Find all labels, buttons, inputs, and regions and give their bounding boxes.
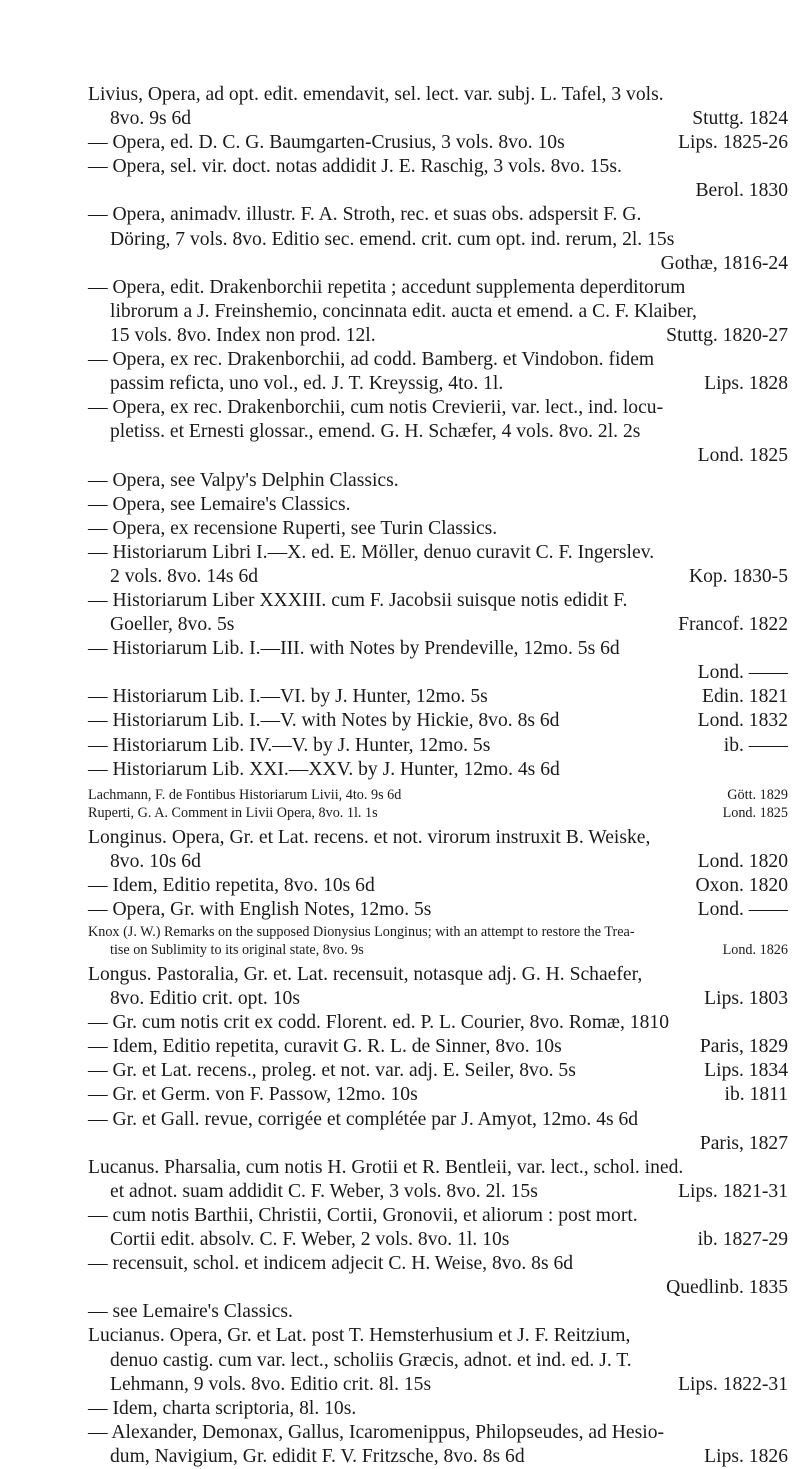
catalogue-line: dum, Navigium, Gr. edidit F. V. Fritzsche, 8vo. 8s 6d Lips. 1826 [110,1445,788,1467]
livius-commentaries [88,787,788,822]
catalogue-line: denuo castig. cum var. lect., scholiis Græcis, adnot. et ind. ed. J. T. [110,1349,632,1371]
catalogue-line: 8vo. 10s 6d Lond. 1820 [110,851,788,873]
catalogue-line: Döring, 7 vols. 8vo. Editio sec. emend. crit. cum opt. ind. rerum, 2l. 15s [110,228,675,250]
catalogue-line: — Opera, sel. vir. doct. notas addidit J. E. Raschig, 3 vols. 8vo. 15s. [88,156,622,178]
catalogue-line: Lachmann, F. de Fontibus Historiarum Livii, 4to. 9s 6d Gött. 1829 [88,787,788,803]
catalogue-line: Lucanus. Pharsalia, cum notis H. Grotii et R. Bentleii, var. lect., schol. ined. [88,1156,684,1178]
catalogue-line: — Opera, edit. Drakenborchii repetita ; accedunt supplementa deperditorum [88,276,686,298]
catalogue-line: Knox (J. W.) Remarks on the supposed Dionysius Longinus; with an attempt to restore the Trea- [88,924,635,940]
catalogue-line: — Historiarum Lib. I.—III. with Notes by Prendeville, 12mo. 5s 6d [88,638,620,660]
catalogue-line: — Historiarum Lib. I.—V. with Notes by Hickie, 8vo. 8s 6d Lond. 1832 [88,710,788,732]
catalogue-line: Gothæ, 1816-24 [660,252,788,274]
catalogue-line: — Opera, ex rec. Drakenborchii, ad codd. Bamberg. et Vindobon. fidem [88,349,655,371]
catalogue-line: Longus. Pastoralia, Gr. et. Lat. recensuit, notasque adj. G. H. Schaefer, [88,964,643,985]
catalogue-line: — Historiarum Lib. XXI.—XXV. by J. Hunter, 12mo. 4s 6d [88,758,560,780]
catalogue-line: Cortii edit. absolv. C. F. Weber, 2 vols. 8vo. 1l. 10s ib. 1827-29 [110,1229,788,1251]
catalogue-line: — Idem, charta scriptoria, 8l. 10s. [88,1397,357,1419]
catalogue-line: — Historiarum Lib. IV.—V. by J. Hunter, 12mo. 5s ib. —— [88,734,788,756]
catalogue-line: — Idem, Editio repetita, curavit G. R. L. de Sinner, 8vo. 10s Paris, 1829 [88,1036,788,1058]
catalogue-line: Paris, 1827 [699,1132,788,1154]
catalogue-line: 8vo. 9s 6d Stuttg. 1824 [110,108,788,130]
longinus-entries [88,826,788,922]
catalogue-line: Ruperti, G. A. Comment in Livii Opera, 8vo. 1l. 1s Lond. 1825 [88,804,788,821]
catalogue-line: 15 vols. 8vo. Index non prod. 12l. Stuttg. 1820-27 [110,324,788,346]
catalogue-line: Lond. —— [697,662,788,684]
catalogue-line: — Gr. et Lat. recens., proleg. et not. var. adj. E. Seiler, 8vo. 5s Lips. 1834 [88,1060,788,1082]
catalogue-line: Quedlinb. 1835 [666,1277,788,1299]
catalogue-line: — Opera, ex rec. Drakenborchii, cum notis Crevierii, var. lect., ind. locu- [88,397,664,419]
catalogue-line: Lond. 1825 [697,445,788,467]
longus-lucanus-lucianus-entries [88,963,788,1469]
catalogue-line: — Idem, Editio repetita, 8vo. 10s 6d Oxon. 1820 [88,875,788,897]
catalogue-line: — Opera, ex recensione Ruperti, see Turin Classics. [88,517,498,539]
catalogue-line: — Historiarum Libri I.—X. ed. E. Möller, denuo curavit C. F. Ingerslev. [88,541,655,563]
catalogue-line: Lucianus. Opera, Gr. et Lat. post T. Hemsterhusium et J. F. Reitzium, [88,1325,631,1347]
catalogue-line: — Historiarum Lib. I.—VI. by J. Hunter, 12mo. 5s Edin. 1821 [88,686,788,708]
catalogue-line: — Opera, see Valpy's Delphin Classics. [88,469,399,491]
catalogue-line: — Historiarum Liber XXXIII. cum F. Jacobsii suisque notis edidit F. [88,589,628,611]
catalogue-line: — see Lemaire's Classics. [88,1301,293,1323]
catalogue-line: — recensuit, schol. et indicem adjecit C. H. Weise, 8vo. 8s 6d [88,1253,574,1275]
catalogue-line: — Alexander, Demonax, Gallus, Icaromenippus, Philopseudes, ad Hesio- [88,1421,665,1443]
catalogue-line: Longinus. Opera, Gr. et Lat. recens. et not. virorum instruxit B. Weiske, [88,827,651,848]
catalogue-line: — Opera, ed. D. C. G. Baumgarten-Crusius, 3 vols. 8vo. 10s Lips. 1825-26 [88,132,788,154]
catalogue-line: — Opera, see Lemaire's Classics. [88,493,351,515]
catalogue-line: 8vo. Editio crit. opt. 10s Lips. 1803 [110,988,788,1010]
catalogue-line: — cum notis Barthii, Christii, Cortii, Gronovii, et aliorum : post mort. [88,1204,638,1226]
catalogue-line: Lehmann, 9 vols. 8vo. Editio crit. 8l. 15s Lips. 1822-31 [110,1373,788,1395]
catalogue-line: Berol. 1830 [695,180,788,202]
catalogue-line: Livius, Opera, ad opt. edit. emendavit, sel. lect. var. subj. L. Tafel, 3 vols. [88,84,664,105]
livius-entries [88,83,788,782]
catalogue-line: — Opera, Gr. with English Notes, 12mo. 5s Lond. —— [88,899,788,921]
catalogue-line: pletiss. et Ernesti glossar., emend. G. H. Schæfer, 4 vols. 8vo. 2l. 2s [110,421,641,443]
catalogue-line: — Opera, animadv. illustr. F. A. Stroth, rec. et suas obs. adspersit F. G. [88,204,642,226]
catalogue-line: — Gr. et Germ. von F. Passow, 12mo. 10s ib. 1811 [88,1084,788,1106]
catalogue-line: — Gr. et Gall. revue, corrigée et complétée par J. Amyot, 12mo. 4s 6d [88,1108,639,1130]
catalogue-line: 2 vols. 8vo. 14s 6d Kop. 1830-5 [110,565,788,587]
catalogue-line: tise on Sublimity to its original state, 8vo. 9s Lond. 1826 [110,941,788,958]
catalogue-line: — Gr. cum notis crit ex codd. Florent. ed. P. L. Courier, 8vo. Romæ, 1810 [88,1012,669,1034]
catalogue-line: librorum a J. Freinshemio, concinnata edit. aucta et emend. a C. F. Klaiber, [110,300,697,322]
catalogue-line: et adnot. suam addidit C. F. Weber, 3 vols. 8vo. 2l. 15s Lips. 1821-31 [110,1180,788,1202]
catalogue-line: Goeller, 8vo. 5s Francof. 1822 [110,614,788,636]
catalogue-line: passim reficta, uno vol., ed. J. T. Kreyssig, 4to. 1l. Lips. 1828 [110,373,788,395]
longinus-remarks [88,924,788,959]
